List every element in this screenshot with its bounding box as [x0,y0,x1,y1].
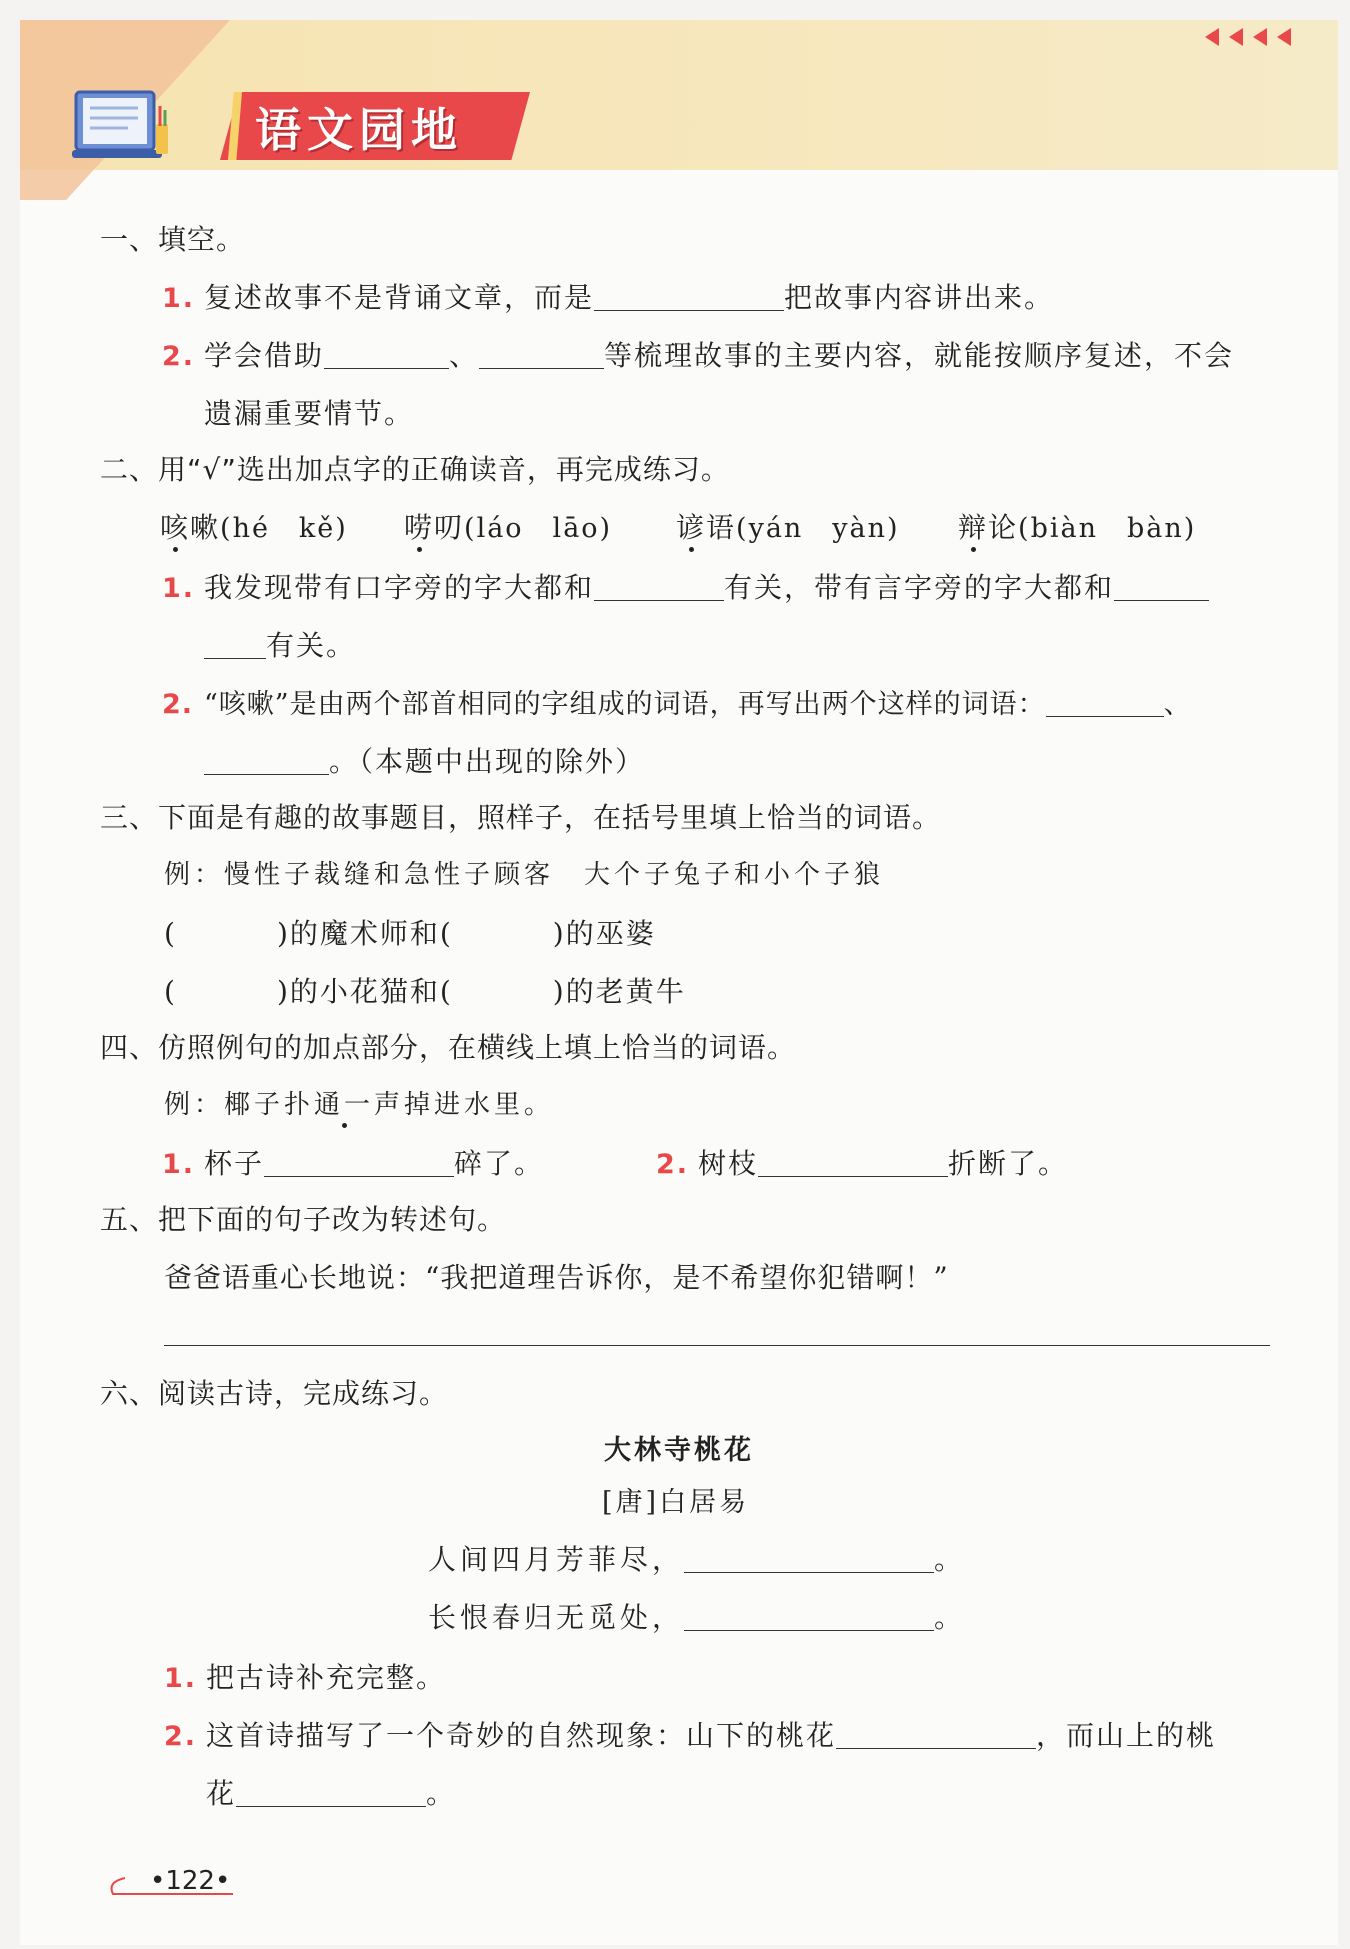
poem-author: [唐]白居易 [602,1487,750,1518]
header-arrows [1205,28,1291,46]
dotted-char: 谚 [676,511,707,544]
answer-blank[interactable] [264,1148,454,1177]
poem-line-2 [428,1596,966,1636]
answer-blank[interactable] [594,572,724,601]
s1-question-2-cont: 遗漏重要情节。 [204,397,415,430]
answer-blank[interactable] [1114,572,1209,601]
word-char: 论 [988,511,1019,544]
arrow-left-icon [1253,28,1267,46]
dotted-char: 唠 [404,511,435,544]
question-text: “咳嗽”是由两个部首相同的字组成的词语，再写出两个这样的词语： [204,689,1046,720]
s1-question-2 [162,334,1234,374]
question-number: 1. [162,1149,196,1180]
dotted-char: 辩 [958,511,989,544]
question-number: 2. [162,689,194,720]
row-text: )的巫婆 [552,917,656,950]
period: 。 [426,1777,457,1810]
answer-blank[interactable] [1046,689,1164,717]
question-number: 2. [162,341,196,372]
question-text: 折断了。 [948,1147,1069,1180]
answer-blank[interactable] [836,1720,1036,1749]
page-title: 语文园地 [255,103,463,157]
answer-blank[interactable] [236,1778,426,1807]
example-text: 例：椰子 [164,1090,285,1120]
laptop-icon [72,88,172,168]
answer-blank[interactable] [594,282,784,311]
row-text: )的魔术师和( [276,917,453,950]
word-char: 嗽 [190,511,221,544]
question-text: 把故事内容讲出来。 [784,281,1055,314]
s6-question-1 [164,1656,446,1696]
poem-line-1 [428,1538,966,1578]
question-text: 杯子 [204,1147,265,1180]
answer-blank[interactable] [684,1602,934,1631]
question-text: 树枝 [698,1147,759,1180]
word-char: 叨 [434,511,465,544]
s3-row-2 [164,970,686,1010]
question-number: 2. [164,1721,198,1752]
s6-question-2-cont [206,1772,456,1812]
arrow-left-icon [1205,28,1219,46]
answer-blank[interactable] [758,1148,948,1177]
answer-line[interactable] [164,1345,1270,1346]
row-text: )的老黄牛 [552,975,686,1008]
page-number: •122• [150,1866,231,1896]
section-5-heading: 五、把下面的句子改为转述句。 [100,1203,507,1236]
separator: 、 [449,339,480,372]
s2-question-2-cont [204,740,645,780]
pinyin-word-4[interactable] [958,506,1196,546]
question-text: 。（本题中出现的除外） [329,745,646,778]
question-text: 等梳理故事的主要内容，就能按顺序复述，不会 [604,339,1235,372]
question-text: 碎了。 [454,1147,545,1180]
question-text: 我发现带有口字旁的字大都和 [204,571,595,604]
row-text: )的小花猫和( [276,975,453,1008]
question-text: 学会借助 [204,339,325,372]
section-1-heading: 一、填空。 [100,223,246,256]
question-text: 有关，带有言字旁的字大都和 [724,571,1115,604]
section-2-heading: 二、用“√”选出加点字的正确读音，再完成练习。 [100,453,730,486]
separator: 、 [1163,689,1192,720]
section-4-heading: 四、仿照例句的加点部分，在横线上填上恰当的词语。 [100,1031,797,1064]
answer-blank[interactable] [204,746,329,775]
poem-title: 大林寺桃花 [604,1435,754,1466]
answer-blank[interactable] [324,340,449,369]
question-number: 1. [162,573,196,604]
pinyin-options: (hé kě) [220,513,348,544]
pinyin-word-3[interactable] [676,506,900,546]
question-text: 有关。 [266,629,357,662]
section-6-heading: 六、阅读古诗，完成练习。 [100,1377,449,1410]
s2-question-2 [162,682,1192,721]
pinyin-options: (láo lāo) [464,513,613,544]
answer-blank[interactable] [479,340,604,369]
s2-question-1-cont [204,624,356,664]
question-text: 花 [206,1777,237,1810]
poem-text: 人间四月芳菲尽， [428,1543,685,1576]
bracket-open: ( [164,975,177,1008]
question-text: ，而山上的桃 [1036,1719,1217,1752]
period: 。 [934,1601,967,1634]
question-number: 1. [164,1663,198,1694]
word-char: 语 [706,511,737,544]
s3-row-1 [164,912,656,952]
s5-sentence: 爸爸语重心长地说：“我把道理告诉你，是不希望你犯错啊！” [164,1261,949,1294]
question-number: 1. [162,283,196,314]
question-text: 复述故事不是背诵文章，而是 [204,281,595,314]
header-band [20,20,1338,170]
pinyin-options: (yán yàn) [736,513,900,544]
s3-example: 例：慢性子裁缝和急性子顾客 大个子兔子和小个子狼 [164,860,885,890]
question-text: 把古诗补充完整。 [206,1661,447,1694]
question-number: 2. [656,1149,690,1180]
question-text: 这首诗描写了一个奇妙的自然现象：山下的桃花 [206,1719,837,1752]
answer-blank[interactable] [684,1544,934,1573]
arrow-left-icon [1229,28,1243,46]
example-text: 掉进水里。 [404,1090,555,1120]
s4-question-2 [656,1142,1068,1182]
s4-example [164,1084,554,1121]
dotted-phrase: 扑通一声 [284,1090,405,1120]
bracket-open: ( [164,917,177,950]
period: 。 [934,1543,967,1576]
pinyin-options: (biàn bàn) [1018,513,1197,544]
s6-question-2 [164,1714,1216,1754]
s2-question-1 [162,566,1209,606]
pinyin-word-1[interactable] [160,506,348,546]
s4-question-1 [162,1142,544,1182]
poem-text: 长恨春归无觅处， [428,1601,685,1634]
answer-blank[interactable] [204,630,266,659]
section-3-heading: 三、下面是有趣的故事题目，照样子，在括号里填上恰当的词语。 [100,801,942,834]
dotted-char: 咳 [160,511,191,544]
pinyin-word-2[interactable] [404,506,612,546]
s1-question-1 [162,276,1054,316]
arrow-left-icon [1277,28,1291,46]
